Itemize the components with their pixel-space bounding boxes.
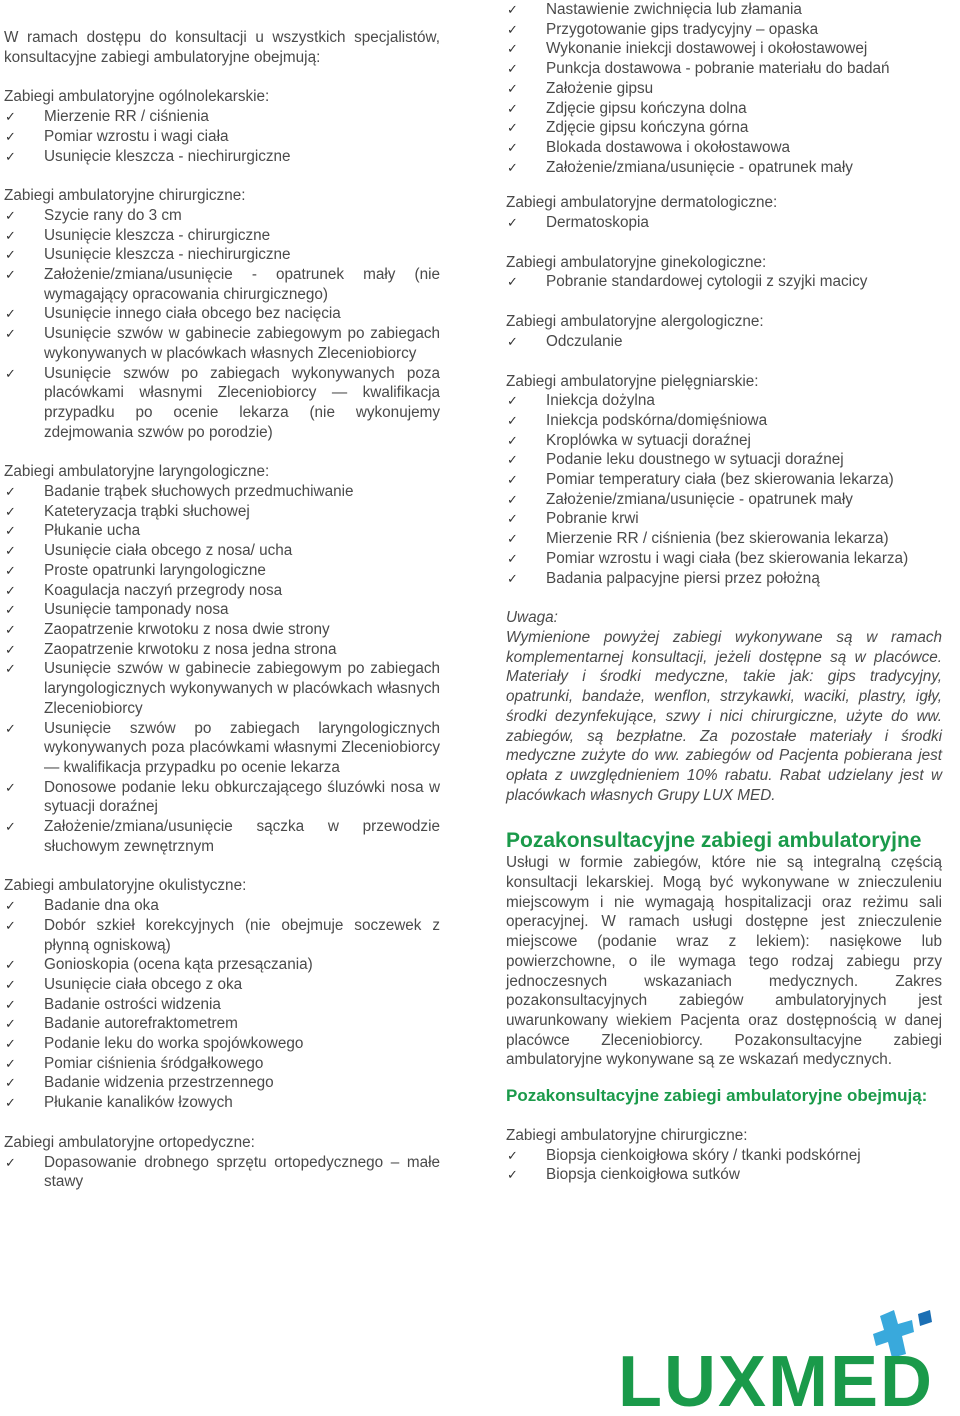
list-item-text: Gonioskopia (ocena kąta przesączania) xyxy=(44,956,313,974)
list-item-text: Kateteryzacja trąbki słuchowej xyxy=(44,502,250,520)
list-item-text: Iniekcja podskórna/domięśniowa xyxy=(546,411,768,429)
procedure-list xyxy=(506,332,942,352)
list-item xyxy=(4,561,440,581)
list-item-text: Proste opatrunki laryngologiczne xyxy=(44,561,266,579)
section-heading: Zabiegi ambulatoryjne alergologiczne: xyxy=(506,313,764,331)
check-icon: ✓ xyxy=(507,531,518,547)
check-icon: ✓ xyxy=(5,641,16,657)
check-icon: ✓ xyxy=(507,61,518,77)
list-item xyxy=(4,659,440,718)
check-icon: ✓ xyxy=(5,1036,16,1052)
procedure-list xyxy=(4,482,440,856)
check-icon: ✓ xyxy=(507,570,518,586)
procedure-section xyxy=(4,876,440,1112)
procedure-section xyxy=(4,186,440,442)
check-icon: ✓ xyxy=(507,491,518,507)
list-item xyxy=(506,59,942,79)
list-item-text: Płukanie ucha xyxy=(44,522,141,540)
procedure-list xyxy=(4,896,440,1113)
note-label: Uwaga: xyxy=(506,609,558,627)
list-item xyxy=(506,490,942,510)
list-item xyxy=(4,916,440,955)
list-item-text: Usunięcie kleszcza - niechirurgiczne xyxy=(44,147,291,165)
list-item-text: Założenie/zmiana/usunięcie sączka w przewodzie słuchowym zewnętrznym xyxy=(44,818,440,855)
post-section xyxy=(506,1126,942,1185)
list-item xyxy=(4,600,440,620)
check-icon: ✓ xyxy=(5,1154,16,1170)
intro-text: W ramach dostępu do konsultacji u wszystkich specjalistów, konsultacyjne zabiegi ambulatoryjne obejmują: xyxy=(4,29,440,66)
list-item xyxy=(506,431,942,451)
list-item-text: Badanie dna oka xyxy=(44,897,159,915)
list-item xyxy=(506,529,942,549)
check-icon: ✓ xyxy=(507,1147,518,1163)
list-item xyxy=(506,1165,942,1185)
procedure-section xyxy=(506,372,942,589)
procedure-list xyxy=(506,213,942,233)
logo-wordmark: LUXMED xyxy=(618,1342,934,1410)
check-icon: ✓ xyxy=(507,393,518,409)
list-item-text: Usunięcie ciała obcego z oka xyxy=(44,975,243,993)
section-heading: Zabiegi ambulatoryjne ogólnolekarskie: xyxy=(4,88,270,106)
check-icon: ✓ xyxy=(5,779,16,795)
check-icon: ✓ xyxy=(507,452,518,468)
check-icon: ✓ xyxy=(5,326,16,342)
check-icon: ✓ xyxy=(5,898,16,914)
list-item xyxy=(4,620,440,640)
check-icon: ✓ xyxy=(5,109,16,125)
list-item-text: Podanie leku do worka spojówkowego xyxy=(44,1035,304,1053)
list-item-text: Badanie widzenia przestrzennego xyxy=(44,1074,274,1092)
list-item xyxy=(506,118,942,138)
check-icon: ✓ xyxy=(5,602,16,618)
procedure-list xyxy=(4,1153,440,1192)
check-icon: ✓ xyxy=(507,2,518,17)
list-item-text: Usunięcie kleszcza - niechirurgiczne xyxy=(44,246,291,264)
list-item xyxy=(4,995,440,1015)
list-item-text: Nastawienie zwichnięcia lub złamania xyxy=(546,1,802,18)
list-item-text: Wykonanie iniekcji dostawowej i okołostawowej xyxy=(546,40,868,58)
check-icon: ✓ xyxy=(5,128,16,144)
left-sections xyxy=(4,87,440,1192)
list-item xyxy=(4,147,440,167)
check-icon: ✓ xyxy=(507,432,518,448)
list-item xyxy=(4,107,440,127)
check-icon: ✓ xyxy=(507,333,518,349)
list-item xyxy=(4,502,440,522)
left-column xyxy=(4,0,440,1192)
list-item-text: Pomiar wzrostu i wagi ciała (bez skierowania lekarza) xyxy=(546,549,909,567)
list-item-text: Założenie/zmiana/usunięcie - opatrunek mały xyxy=(546,158,853,176)
list-item-text: Dermatoskopia xyxy=(546,214,649,232)
check-icon: ✓ xyxy=(5,484,16,500)
list-item-text: Biopsja cienkoigłowa skóry / tkanki podskórnej xyxy=(546,1146,861,1164)
list-item xyxy=(4,1073,440,1093)
list-item xyxy=(4,206,440,226)
check-icon: ✓ xyxy=(5,148,16,164)
check-icon: ✓ xyxy=(5,976,16,992)
procedure-section xyxy=(506,193,942,232)
check-icon: ✓ xyxy=(507,159,518,175)
check-icon: ✓ xyxy=(5,621,16,637)
list-item-text: Usunięcie ciała obcego z nosa/ ucha xyxy=(44,542,293,560)
list-item-text: Badanie ostrości widzenia xyxy=(44,995,221,1013)
list-item xyxy=(4,581,440,601)
list-item xyxy=(506,20,942,40)
list-item-text: Zaopatrzenie krwotoku z nosa jedna strona xyxy=(44,640,337,658)
list-item-text: Pobranie krwi xyxy=(546,510,639,528)
list-item-text: Pomiar wzrostu i wagi ciała xyxy=(44,127,229,145)
list-item xyxy=(506,158,942,178)
list-item-text: Koagulacja naczyń przegrody nosa xyxy=(44,581,283,599)
list-item xyxy=(4,482,440,502)
list-item xyxy=(506,1146,942,1166)
check-icon: ✓ xyxy=(5,503,16,519)
section-heading: Zabiegi ambulatoryjne ortopedyczne: xyxy=(4,1133,255,1151)
list-item xyxy=(4,324,440,363)
list-item-text: Zdjęcie gipsu kończyna dolna xyxy=(546,99,747,117)
list-item-text: Założenie/zmiana/usunięcie - opatrunek mały (nie wymagający opracowania chirurgicznego) xyxy=(44,266,440,303)
list-item xyxy=(4,817,440,856)
list-item xyxy=(506,272,942,292)
procedure-section xyxy=(4,1133,440,1192)
list-item-text: Usunięcie szwów po zabiegach laryngologicznych wykonywanych poza placówkami własnymi Zleceniobiorcy — kwalifikacja przypadku po ocenie lekarza xyxy=(44,719,440,776)
list-item-text: Kroplówka w sytuacji doraźnej xyxy=(546,431,751,449)
check-icon: ✓ xyxy=(5,917,16,933)
post-title: Pozakonsultacyjne zabiegi ambulatoryjne xyxy=(506,829,922,853)
list-item-text: Mierzenie RR / ciśnienia xyxy=(44,108,209,126)
check-icon: ✓ xyxy=(5,1095,16,1111)
check-icon: ✓ xyxy=(507,412,518,428)
check-icon: ✓ xyxy=(5,996,16,1012)
list-item xyxy=(506,213,942,233)
list-item-text: Przygotowanie gips tradycyjny – opaska xyxy=(546,20,819,38)
list-item-text: Pobranie standardowej cytologii z szyjki macicy xyxy=(546,273,868,291)
list-item-text: Donosowe podanie leku obkurczającego śluzówki nosa w sytuacji doraźnej xyxy=(44,778,440,816)
list-item xyxy=(506,138,942,158)
list-item-text: Punkcja dostawowa - pobranie materiału do badań xyxy=(546,60,890,78)
check-icon: ✓ xyxy=(5,227,16,243)
list-item xyxy=(506,332,942,352)
list-item xyxy=(4,521,440,541)
list-item xyxy=(4,719,440,778)
check-icon: ✓ xyxy=(5,957,16,973)
section-heading: Zabiegi ambulatoryjne okulistyczne: xyxy=(4,877,247,895)
post-text: Usługi w formie zabiegów, które nie są integralną częścią konsultacji lekarskiej. Mogą być wykonywane w znieczuleniu miejscowym i nie wymagają hospitalizacji oraz reżimu sali operacyjnej. W ramach usługi dostępne jest znieczulenie miejscowe (podanie wraz z lekiem): nasiękowe lub powierzchowne, o ile wymaga tego rodzaj zabiegu przy jednoczesnych wskazaniach medycznych. Zakres pozakonsultacyjnych zabiegów ambulatoryjnych jest uwarunkowany wiekiem Pacjenta oraz dostępnością w danej placówce Zleceniobiorcy. Pozakonsultacyjne zabiegi ambulatoryjne wykonywane są ze wskazań medycznych. xyxy=(506,854,942,1069)
check-icon: ✓ xyxy=(5,207,16,223)
section-heading: Zabiegi ambulatoryjne laryngologiczne: xyxy=(4,463,270,481)
procedure-section xyxy=(506,312,942,351)
list-item xyxy=(4,1153,440,1192)
check-icon: ✓ xyxy=(5,661,16,677)
list-item-text: Mierzenie RR / ciśnienia (bez skierowania lekarza) xyxy=(546,530,889,548)
list-item-text: Zaopatrzenie krwotoku z nosa dwie strony xyxy=(44,620,330,638)
list-item xyxy=(4,127,440,147)
section-heading: Zabiegi ambulatoryjne dermatologiczne: xyxy=(506,194,778,212)
check-icon: ✓ xyxy=(507,472,518,488)
list-item-text: Usunięcie szwów w gabinecie zabiegowym po zabiegach laryngologicznych wykonywanych w placówkach własnych Zleceniobiorcy xyxy=(44,660,440,717)
check-icon: ✓ xyxy=(507,139,518,155)
list-item-text: Dopasowanie drobnego sprzętu ortopedycznego – małe stawy xyxy=(44,1153,440,1191)
list-item xyxy=(506,391,942,411)
procedure-section xyxy=(506,253,942,292)
check-icon: ✓ xyxy=(5,523,16,539)
list-item xyxy=(4,955,440,975)
list-item xyxy=(506,411,942,431)
section-heading: Zabiegi ambulatoryjne pielęgniarskie: xyxy=(506,372,759,390)
list-item xyxy=(506,79,942,99)
list-item xyxy=(506,549,942,569)
list-item xyxy=(4,1014,440,1034)
list-item-text: Usunięcie kleszcza - chirurgiczne xyxy=(44,226,271,244)
check-icon: ✓ xyxy=(5,543,16,559)
procedure-list xyxy=(4,206,440,442)
list-item xyxy=(506,470,942,490)
list-item xyxy=(4,226,440,246)
check-icon: ✓ xyxy=(507,215,518,231)
list-item-text: Badanie trąbek słuchowych przedmuchiwanie xyxy=(44,483,354,501)
check-icon: ✓ xyxy=(5,365,16,381)
list-item-text: Usunięcie innego ciała obcego bez nacięcia xyxy=(44,305,341,323)
list-item-text: Iniekcja dożylna xyxy=(546,392,655,410)
right-column xyxy=(506,0,942,1185)
list-item xyxy=(4,265,440,304)
list-item xyxy=(4,778,440,817)
list-item xyxy=(4,304,440,324)
check-icon: ✓ xyxy=(507,274,518,290)
list-item xyxy=(506,569,942,589)
list-item xyxy=(506,0,942,20)
check-icon: ✓ xyxy=(507,21,518,37)
check-icon: ✓ xyxy=(5,267,16,283)
list-item xyxy=(4,975,440,995)
check-icon: ✓ xyxy=(507,1167,518,1183)
list-item-text: Usunięcie szwów w gabinecie zabiegowym po zabiegach wykonywanych w placówkach własnych Zleceniobiorcy xyxy=(44,325,440,362)
list-item xyxy=(506,509,942,529)
check-icon: ✓ xyxy=(507,80,518,96)
list-item-text: Badania palpacyjne piersi przez położną xyxy=(546,569,820,587)
section-heading: Zabiegi ambulatoryjne ginekologiczne: xyxy=(506,253,767,271)
list-item-text: Blokada dostawowa i okołostawowa xyxy=(546,138,791,156)
luxmed-logo xyxy=(618,1310,948,1410)
list-item-text: Pomiar temperatury ciała (bez skierowania lekarza) xyxy=(546,471,894,489)
check-icon: ✓ xyxy=(5,819,16,835)
list-item xyxy=(506,39,942,59)
post-sub-title: Pozakonsultacyjne zabiegi ambulatoryjne obejmują: xyxy=(506,1086,928,1106)
check-icon: ✓ xyxy=(507,120,518,136)
note-text: Wymienione powyżej zabiegi wykonywane są w ramach komplementarnej konsultacji, jeżeli dostępne są w placówce. Materiały i środki medyczne, takie jak: gips tradycyjny, opatrunki, bandaże, wenflon, strzykawki, waciki, plastry, igły, środki dezynfekujące, szwy i nici chirurgiczne, użyte do ww. zabiegów, są bezpłatne. Za pozostałe materiały i środki medyczne zużyte do ww. zabiegów od Pacjenta pobierana jest opłata z uwzględnieniem 10% rabatu. Rabat udzielany jest w placówkach własnych Grupy LUX MED. xyxy=(506,628,942,804)
list-item-text: Zdjęcie gipsu kończyna górna xyxy=(546,119,749,137)
list-item xyxy=(4,364,440,443)
list-item-text: Odczulanie xyxy=(546,332,623,350)
list-item-text: Szycie rany do 3 cm xyxy=(44,206,182,224)
check-icon: ✓ xyxy=(5,1055,16,1071)
check-icon: ✓ xyxy=(5,720,16,736)
procedure-list xyxy=(506,391,942,588)
list-item xyxy=(4,640,440,660)
post-section-list xyxy=(506,1146,942,1185)
procedure-list xyxy=(4,107,440,166)
post-section-heading: Zabiegi ambulatoryjne chirurgiczne: xyxy=(506,1127,748,1145)
list-item xyxy=(4,245,440,265)
list-item-text: Płukanie kanalików łzowych xyxy=(44,1094,233,1112)
check-icon: ✓ xyxy=(5,1075,16,1091)
check-icon: ✓ xyxy=(5,562,16,578)
procedure-section xyxy=(4,462,440,856)
list-item-text: Dobór szkieł korekcyjnych (nie obejmuje soczewek z płynną ogniskową) xyxy=(44,916,440,954)
section-heading: Zabiegi ambulatoryjne chirurgiczne: xyxy=(4,187,246,205)
list-item xyxy=(4,896,440,916)
check-icon: ✓ xyxy=(507,100,518,116)
list-item xyxy=(4,1034,440,1054)
list-item-text: Biopsja cienkoigłowa sutków xyxy=(546,1166,740,1184)
check-icon: ✓ xyxy=(5,306,16,322)
procedure-section xyxy=(4,87,440,166)
list-item-text: Pomiar ciśnienia śródgałkowego xyxy=(44,1054,264,1072)
list-item xyxy=(506,450,942,470)
list-item xyxy=(4,1054,440,1074)
list-item xyxy=(4,1093,440,1113)
right-sections xyxy=(506,193,942,588)
orthopedic-continued-list xyxy=(506,0,942,177)
check-icon: ✓ xyxy=(507,511,518,527)
check-icon: ✓ xyxy=(507,550,518,566)
list-item-text: Założenie/zmiana/usunięcie - opatrunek mały xyxy=(546,490,853,508)
list-item-text: Badanie autorefraktometrem xyxy=(44,1015,238,1033)
list-item-text: Usunięcie szwów po zabiegach wykonywanych poza placówkami własnymi Zleceniobiorcy — kwalifikacja przypadku po ocenie lekarza (nie wykonujemy zdejmowania szwów po porodzie) xyxy=(44,364,440,441)
list-item-text: Usunięcie tamponady nosa xyxy=(44,601,229,619)
check-icon: ✓ xyxy=(5,582,16,598)
note-block xyxy=(506,608,942,805)
list-item xyxy=(506,99,942,119)
list-item-text: Założenie gipsu xyxy=(546,79,654,97)
list-item-text: Podanie leku doustnego w sytuacji doraźnej xyxy=(546,451,844,469)
check-icon: ✓ xyxy=(5,247,16,263)
check-icon: ✓ xyxy=(507,41,518,57)
check-icon: ✓ xyxy=(5,1016,16,1032)
list-item xyxy=(4,541,440,561)
procedure-list xyxy=(506,272,942,292)
